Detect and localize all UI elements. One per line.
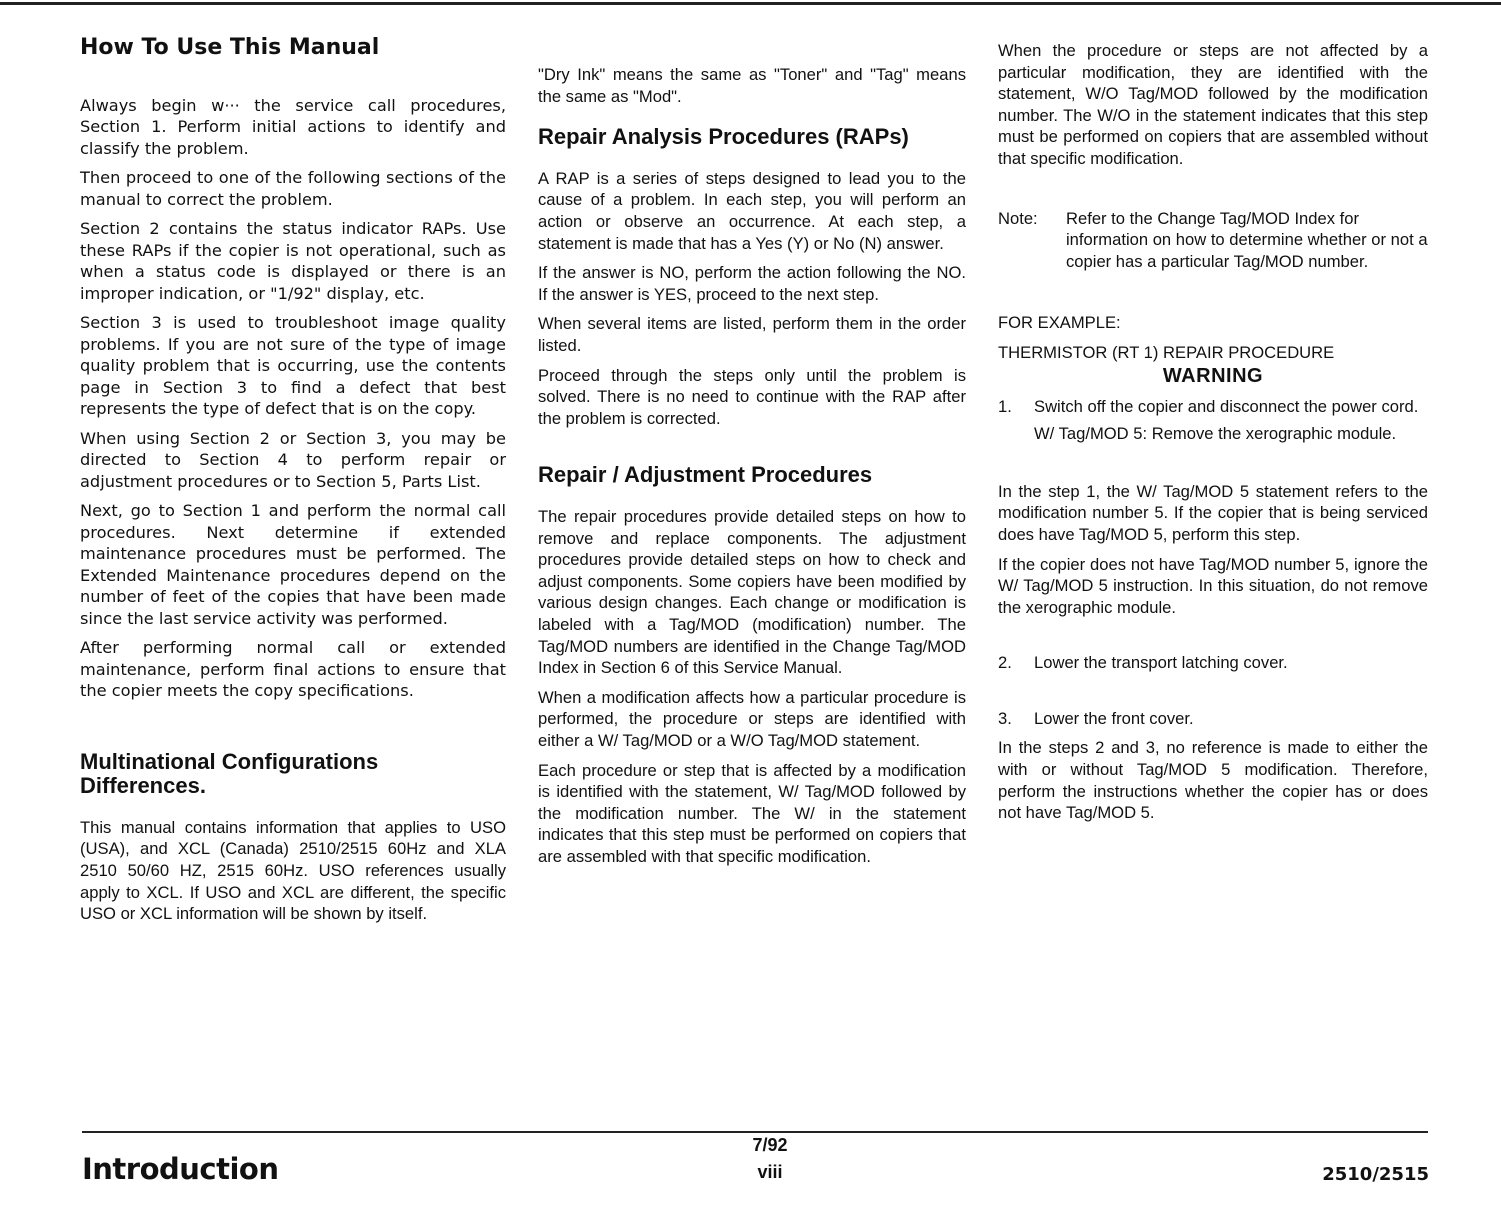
paragraph: When the procedure or steps are not affected by a particular modification, they are identified with the statement, W/O Tag/MOD followed by the modification number. The W/O in the statement indicates that this step must be performed on copiers that are assembled without that specific modification. [998, 41, 1428, 168]
paragraph: Always begin w··· the service call procedures, Section 1. Perform initial actions to identify and classify the problem. [80, 95, 506, 158]
column-right [998, 36, 1428, 824]
step-1-sub: W/ Tag/MOD 5: Remove the xerographic module. [1034, 424, 1397, 444]
column-left [80, 36, 506, 925]
paragraph: A RAP is a series of steps designed to lead you to the cause of a problem. In each step, you will perform an action or observe an occurrence. At each step, a statement is made that has a Yes (Y) or No (N) answer. [538, 168, 966, 253]
example-label: FOR EXAMPLE: [998, 313, 1121, 333]
paragraph: When using Section 2 or Section 3, you may be directed to Section 4 to perform repair or adjustment procedures or to Section 5, Parts List. [80, 428, 506, 491]
paragraph: If the answer is NO, perform the action following the NO. If the answer is YES, proceed to the next step. [538, 263, 966, 304]
step-text: Lower the front cover. [1034, 708, 1194, 728]
note [998, 208, 1428, 273]
footer-model: 2510/2515 [1322, 1164, 1429, 1185]
paragraph: "Dry Ink" means the same as "Toner" and "Tag" means the same as "Mod". [538, 65, 966, 106]
paragraph: This manual contains information that applies to USO (USA), and XCL (Canada) 2510/2515 60Hz and XLA 2510 50/60 HZ, 2515 60Hz. USO references usually apply to XCL. If USO and XCL are different, the specific USO or XCL information will be shown by itself. [80, 817, 506, 924]
footer-page-number: viii [757, 1162, 783, 1182]
paragraph: The repair procedures provide detailed steps on how to remove and replace components. The adjustment procedures provide detailed steps on how to check and adjust components. Some copiers have been modified by various design changes. Each change or modification is labeled with a Tag/MOD (modification) number. The Tag/MOD numbers are identified in the Change Tag/MOD Index in Section 6 of this Service Manual. [538, 506, 966, 678]
top-rule [0, 2, 1501, 5]
warning-heading: WARNING [1162, 364, 1264, 387]
footer-section-title: Introduction [82, 1152, 279, 1186]
step-1 [998, 396, 1428, 418]
footer-rule [82, 1131, 1428, 1133]
step-text: Lower the transport latching cover. [1034, 653, 1288, 673]
paragraph: In the step 1, the W/ Tag/MOD 5 statement refers to the modification number 5. If the copier that is being serviced does have Tag/MOD 5, perform this step. [998, 481, 1428, 544]
step-2 [998, 652, 1428, 674]
paragraph: Next, go to Section 1 and perform the normal call procedures. Next determine if extended maintenance procedures must be performed. The Extended Maintenance procedures depend on the number of feet of the copies that have been made since the last service activity was performed. [80, 501, 506, 628]
step-number: 3. [998, 708, 1012, 728]
paragraph: If the copier does not have Tag/MOD number 5, ignore the W/ Tag/MOD 5 instruction. In this situation, do not remove the xerographic module. [998, 554, 1428, 617]
paragraph: Proceed through the steps only until the problem is solved. There is no need to continue with the RAP after the problem is corrected. [538, 365, 966, 428]
paragraph: When a modification affects how a particular procedure is performed, the procedure or steps are identified with either a W/ Tag/MOD or a W/O Tag/MOD statement. [538, 687, 966, 750]
step-number: 1. [998, 396, 1012, 416]
heading-raps: Repair Analysis Procedures (RAPs) [538, 124, 909, 150]
paragraph: Section 3 is used to troubleshoot image quality problems. If you are not sure of the type of image quality problem that is occurring, use the contents page in Section 3 to find a defect that best represents the type of defect that is on the copy. [80, 313, 506, 419]
paragraph: In the steps 2 and 3, no reference is made to either the with or without Tag/MOD 5 modification. Therefore, perform the instructions whether the copier has or does not have Tag/MOD 5. [998, 738, 1428, 823]
note-label: Note: [998, 208, 1038, 228]
step-number: 2. [998, 653, 1012, 673]
heading-multinational: Multinational Configurations Differences. [80, 748, 379, 799]
paragraph: Section 2 contains the status indicator RAPs. Use these RAPs if the copier is not operational, such as when a status code is displayed or there is an improper indication, or "1/92" display, etc. [80, 219, 506, 303]
step-3 [998, 708, 1428, 730]
footer-date: 7/92 [752, 1135, 788, 1155]
paragraph: Then proceed to one of the following sections of the manual to correct the problem. [80, 168, 506, 209]
column-middle [538, 36, 966, 867]
note-text: Refer to the Change Tag/MOD Index for information on how to determine whether or not a copier has a particular Tag/MOD number. [1066, 208, 1428, 271]
paragraph: Each procedure or step that is affected by a modification is identified with the statement, W/ Tag/MOD followed by the modification number. The W/ in the statement indicates that this step must be performed on copiers that are assembled with that specific modification. [538, 760, 966, 866]
paragraph: When several items are listed, perform them in the order listed. [538, 314, 966, 355]
step-text: Switch off the copier and disconnect the power cord. [1034, 396, 1419, 416]
example-title: THERMISTOR (RT 1) REPAIR PROCEDURE [998, 342, 1335, 362]
paragraph: After performing normal call or extended maintenance, perform final actions to ensure that the copier meets the copy specifications. [80, 638, 506, 701]
heading-repair-adjustment: Repair / Adjustment Procedures [538, 462, 873, 488]
heading-how-to-use: How To Use This Manual [80, 35, 380, 60]
